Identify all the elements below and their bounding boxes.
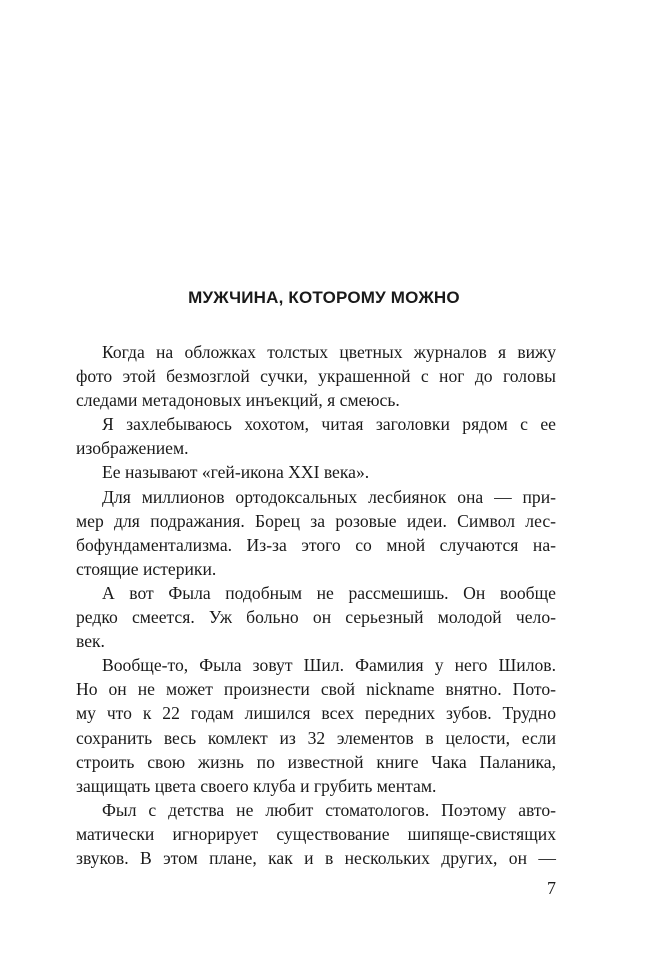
text-line: сохранить весь комлект из 32 элементов в целости, если bbox=[76, 727, 556, 748]
text-line: стоящие истерики. bbox=[76, 558, 217, 579]
text-line: Фыл с детства не любит стоматологов. Поэтому авто- bbox=[102, 799, 556, 820]
text-line: Я захлебываюсь хохотом, читая заголовки рядом с ее bbox=[102, 414, 556, 435]
text-line: Но он не может произнести свой nickname внятно. Пото- bbox=[76, 679, 556, 700]
text-line: му что к 22 годам лишился всех передних зубов. Трудно bbox=[76, 703, 556, 724]
text-line: изображением. bbox=[76, 438, 189, 459]
body-text bbox=[76, 340, 556, 870]
text-line: защищать цвета своего клуба и грубить ментам. bbox=[76, 775, 437, 796]
text-line: звуков. В этом плане, как и в нескольких других, он — bbox=[76, 847, 556, 868]
text-line: строить свою жизнь по известной книге Чака Паланика, bbox=[76, 751, 556, 772]
text-line: матически игнорирует существование шипяще-свистящих bbox=[76, 823, 556, 844]
text-line: век. bbox=[76, 631, 105, 652]
text-line: бофундаментализма. Из-за этого со мной случаются на- bbox=[76, 534, 556, 555]
text-line: А вот Фыла подобным не рассмешишь. Он вообще bbox=[102, 582, 556, 603]
text-line: фото этой безмозглой сучки, украшенной с ног до головы bbox=[76, 366, 556, 387]
text-line: редко смеется. Уж больно он серьезный молодой чело- bbox=[76, 607, 556, 628]
text-line: мер для подражания. Борец за розовые идеи. Символ лес- bbox=[76, 510, 556, 531]
text-line: Для миллионов ортодоксальных лесбиянок она — при- bbox=[102, 486, 556, 507]
text-line: Ее называют «гей-икона XXI века». bbox=[102, 462, 370, 483]
page-number: 7 bbox=[547, 878, 556, 898]
chapter-title: МУЖЧИНА, КОТОРОМУ МОЖНО bbox=[188, 288, 460, 307]
text-line: следами метадоновых инъекций, я смеюсь. bbox=[76, 390, 400, 411]
text-line: Когда на обложках толстых цветных журналов я вижу bbox=[102, 342, 556, 362]
text-line: Вообще-то, Фыла зовут Шил. Фамилия у него Шилов. bbox=[102, 655, 556, 676]
